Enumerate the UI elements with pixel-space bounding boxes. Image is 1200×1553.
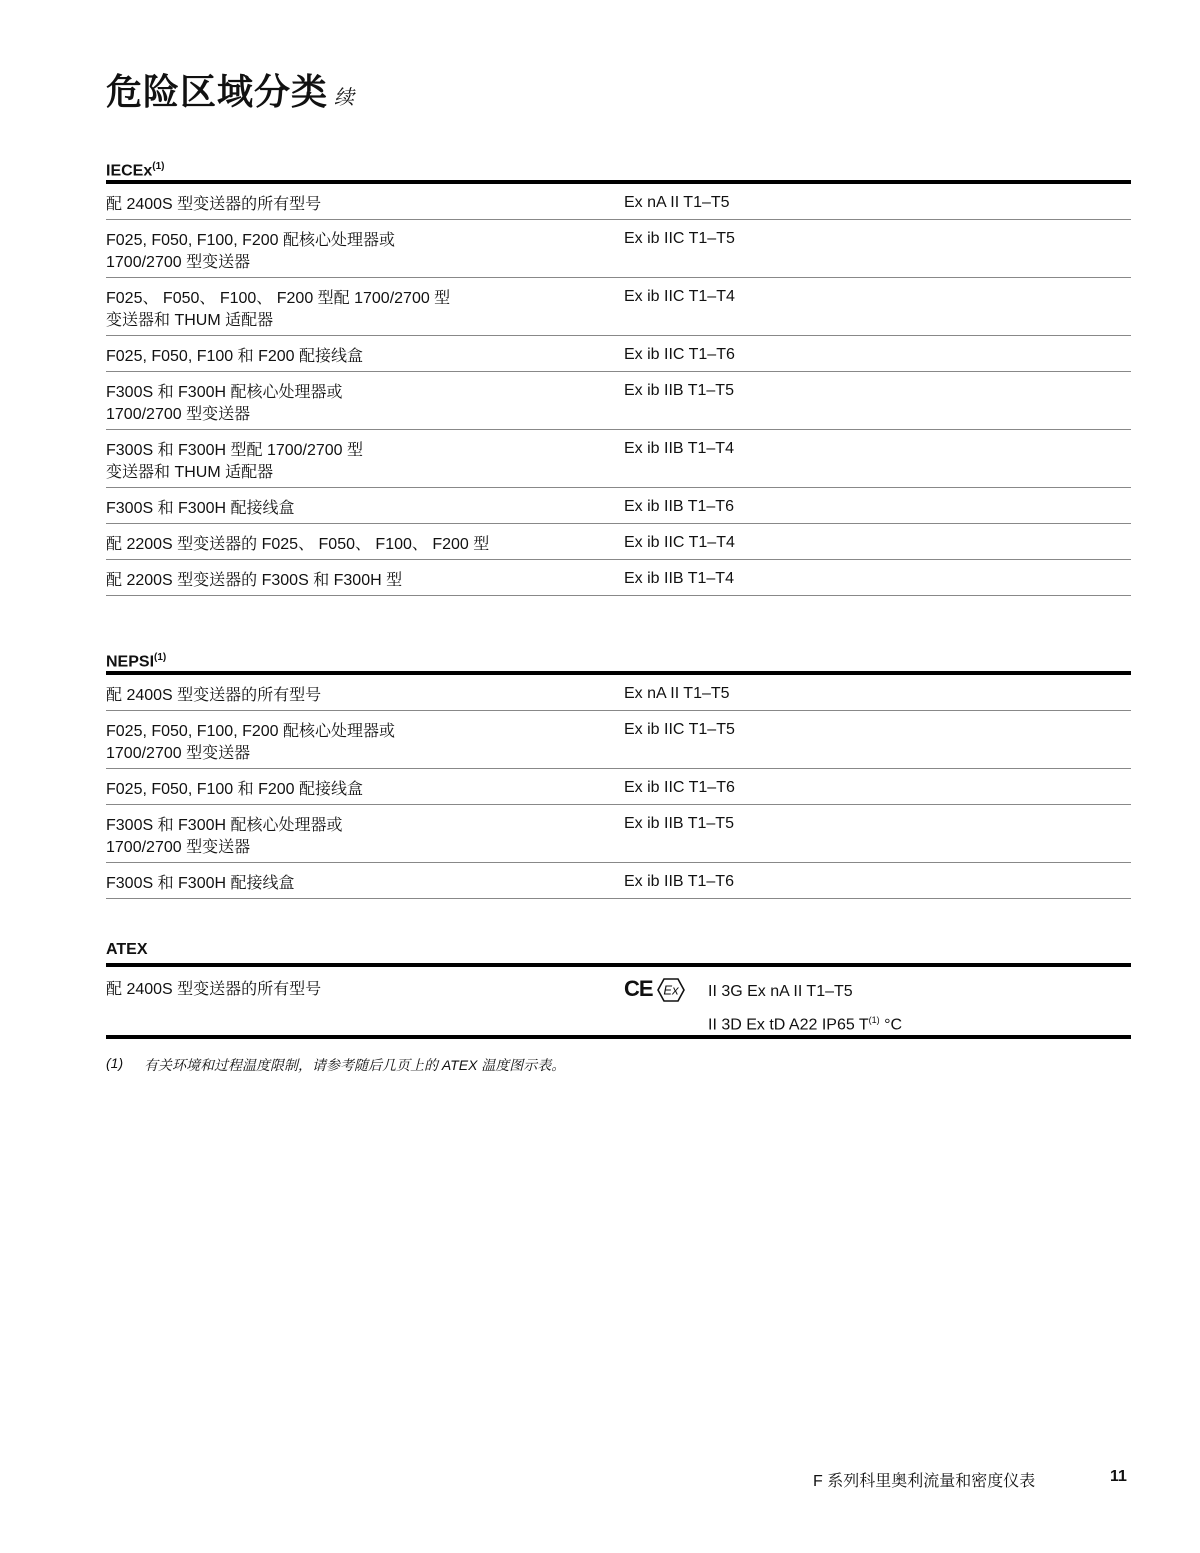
table-row — [106, 769, 1131, 805]
table-row — [106, 372, 1131, 430]
atex-dust-text: II 3D Ex tD A22 IP65 T — [708, 1016, 869, 1034]
page-number: 11 — [1110, 1468, 1127, 1485]
product-description: F025、 F050、 F100、 F200 型配 1700/2700 型 变送器和 THUM 适配器 — [106, 290, 451, 329]
product-description: F300S 和 F300H 型配 1700/2700 型 变送器和 THUM 适配器 — [106, 442, 364, 481]
heavy-rule — [106, 1035, 1131, 1039]
product-description: F025, F050, F100 和 F200 配接线盒 — [106, 781, 363, 798]
atex-section — [106, 937, 1131, 1039]
footnote-ref: (1) — [868, 1015, 880, 1025]
certification-code: Ex ib IIB T1–T4 — [624, 570, 734, 587]
product-description: 配 2200S 型变送器的 F025、 F050、 F100、 F200 型 — [106, 536, 490, 553]
classification-table — [106, 675, 1131, 899]
certification-code: Ex nA II T1–T5 — [624, 685, 730, 702]
certification-code: Ex ib IIC T1–T4 — [624, 534, 735, 551]
table-row — [106, 675, 1131, 711]
atex-markings — [708, 977, 902, 1035]
table-row — [106, 863, 1131, 899]
product-description: F025, F050, F100 和 F200 配接线盒 — [106, 348, 363, 365]
table-row — [106, 336, 1131, 372]
footnote — [106, 1055, 565, 1075]
classification-table — [106, 184, 1131, 596]
product-description: F300S 和 F300H 配接线盒 — [106, 500, 295, 517]
table-row — [106, 524, 1131, 560]
certification-code: Ex ib IIC T1–T5 — [624, 721, 735, 738]
product-description: 配 2400S 型变送器的所有型号 — [106, 687, 322, 704]
product-description: F025, F050, F100, F200 配核心处理器或 1700/2700 型变送器 — [106, 723, 395, 762]
section-heading-label: NEPSI — [106, 653, 155, 671]
product-description: F300S 和 F300H 配接线盒 — [106, 875, 295, 892]
certification-code: Ex ib IIB T1–T5 — [624, 815, 734, 832]
footnote-ref: (1) — [152, 161, 165, 172]
table-row — [106, 184, 1131, 220]
table-row — [106, 805, 1131, 863]
section-heading — [106, 154, 1131, 180]
footnote-text: 有关环境和过程温度限制，请参考随后几页上的 ATEX 温度图示表。 — [144, 1057, 566, 1073]
table-row — [106, 488, 1131, 524]
section-heading-label: IECEx — [106, 162, 153, 180]
ex-hexagon-icon — [657, 978, 685, 1002]
footnote-number: (1) — [106, 1055, 124, 1071]
atex-gas-marking: II 3G Ex nA II T1–T5 — [708, 983, 853, 1000]
ce-mark-icon: CE — [624, 976, 653, 1001]
table-row — [106, 967, 1131, 1035]
iecex-section — [106, 154, 1131, 596]
certification-code: Ex ib IIC T1–T4 — [624, 288, 735, 305]
product-description: F025, F050, F100, F200 配核心处理器或 1700/2700 型变送器 — [106, 232, 395, 271]
approval-marks — [624, 977, 708, 1035]
certification-code: Ex ib IIC T1–T6 — [624, 346, 735, 363]
certification-code: Ex ib IIB T1–T6 — [624, 873, 734, 890]
section-heading — [106, 645, 1131, 671]
certification-cell — [624, 967, 1131, 1035]
page-title-continued: 续 — [334, 85, 356, 109]
certification-code: Ex ib IIC T1–T6 — [624, 779, 735, 796]
ex-mark-text: Ex — [662, 982, 679, 998]
atex-dust-unit: °C — [879, 1016, 903, 1034]
certification-code: Ex ib IIB T1–T4 — [624, 440, 734, 457]
product-description: 配 2400S 型变送器的所有型号 — [106, 981, 322, 998]
table-row — [106, 278, 1131, 336]
product-description: F300S 和 F300H 配核心处理器或 1700/2700 型变送器 — [106, 817, 343, 856]
table-row — [106, 560, 1131, 596]
product-description: F300S 和 F300H 配核心处理器或 1700/2700 型变送器 — [106, 384, 343, 423]
certification-code: Ex ib IIB T1–T5 — [624, 382, 734, 399]
footer-doc-title: F 系列科里奥利流量和密度仪表 — [813, 1473, 1036, 1490]
page-title-text: 危险区域分类 — [106, 72, 329, 113]
certification-code: Ex ib IIB T1–T6 — [624, 498, 734, 515]
table-row — [106, 430, 1131, 488]
section-heading — [106, 937, 1131, 963]
page-title — [106, 64, 355, 115]
product-description: 配 2200S 型变送器的 F300S 和 F300H 型 — [106, 572, 403, 589]
certification-code: Ex nA II T1–T5 — [624, 194, 730, 211]
atex-dust-marking — [708, 1006, 902, 1039]
section-heading-label: ATEX — [106, 941, 148, 958]
nepsi-section — [106, 645, 1131, 899]
table-row — [106, 220, 1131, 278]
certification-code: Ex ib IIC T1–T5 — [624, 230, 735, 247]
footnote-ref: (1) — [154, 652, 167, 663]
table-row — [106, 711, 1131, 769]
product-description: 配 2400S 型变送器的所有型号 — [106, 196, 322, 213]
